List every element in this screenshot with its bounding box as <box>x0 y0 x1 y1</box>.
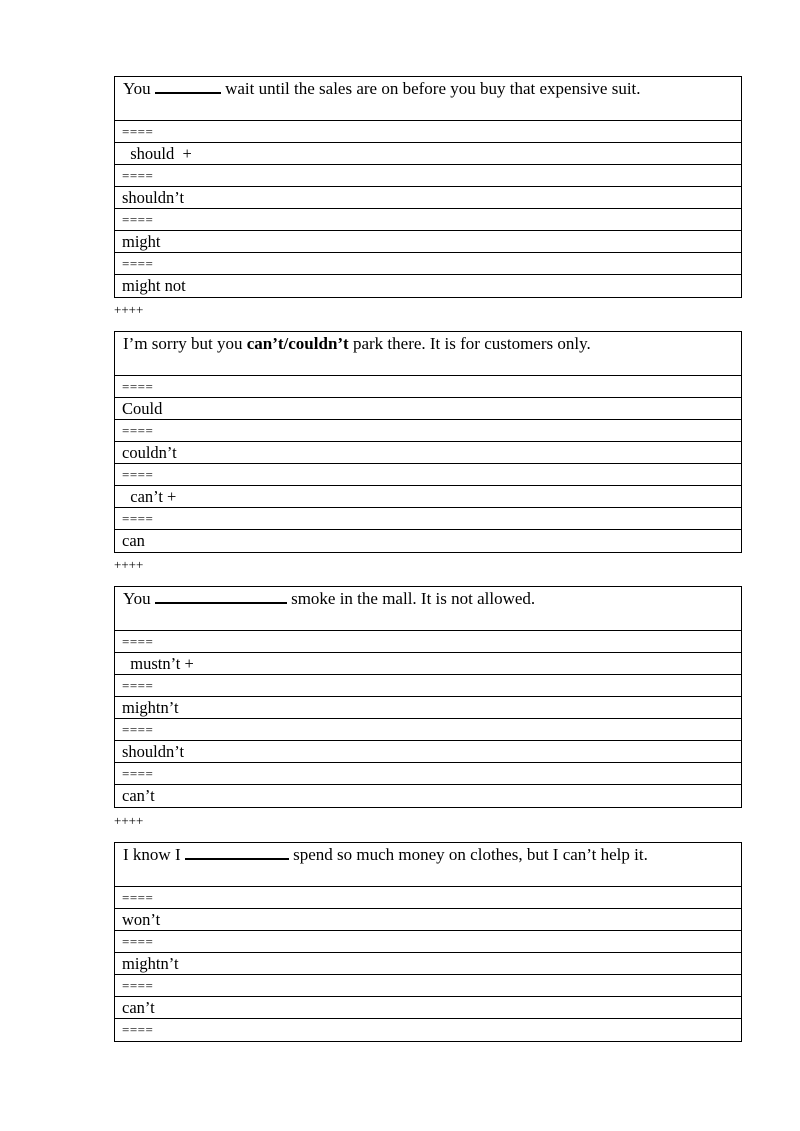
option-3[interactable]: can’t + <box>115 486 741 508</box>
separator: ==== <box>115 931 741 953</box>
separator: ==== <box>115 631 741 653</box>
option-1[interactable]: should + <box>115 143 741 165</box>
question-2 <box>114 331 742 553</box>
separator: ==== <box>115 420 741 442</box>
option-4[interactable]: might not <box>122 276 186 295</box>
separator: ==== <box>115 763 741 785</box>
question-stem: You wait until the sales are on before you buy that expensive suit. <box>115 77 741 121</box>
option-3[interactable]: can’t <box>115 997 741 1019</box>
separator: ==== <box>115 675 741 697</box>
answer-blank <box>155 80 221 94</box>
option-3[interactable]: shouldn’t <box>115 741 741 763</box>
option-3[interactable]: might <box>115 231 741 253</box>
question-separator: ++++ <box>114 557 144 572</box>
separator: ==== <box>115 209 741 231</box>
option-1[interactable]: Could <box>115 398 741 420</box>
separator: ==== <box>115 121 741 143</box>
separator: ==== <box>115 508 741 530</box>
option-1[interactable]: mustn’t + <box>115 653 741 675</box>
answer-blank <box>155 590 287 604</box>
option-2[interactable]: couldn’t <box>115 442 741 464</box>
question-stem: You smoke in the mall. It is not allowed. <box>115 587 741 631</box>
separator: ==== <box>115 975 741 997</box>
question-separator: ++++ <box>114 302 144 317</box>
option-4[interactable]: can’t <box>122 786 155 805</box>
question-3 <box>114 586 742 808</box>
option-2[interactable]: mightn’t <box>115 953 741 975</box>
option-4[interactable]: can <box>122 531 145 550</box>
separator: ==== <box>115 253 741 275</box>
question-stem: I know I spend so much money on clothes, but I can’t help it. <box>115 843 741 887</box>
option-1[interactable]: won’t <box>115 909 741 931</box>
question-1 <box>114 76 742 298</box>
option-2[interactable]: mightn’t <box>115 697 741 719</box>
question-stem: I’m sorry but you can’t/couldn’t park there. It is for customers only. <box>115 332 741 376</box>
question-4 <box>114 842 742 1042</box>
option-2[interactable]: shouldn’t <box>115 187 741 209</box>
separator: ==== <box>115 165 741 187</box>
question-separator: ++++ <box>114 813 144 828</box>
separator: ==== <box>115 887 741 909</box>
separator: ==== <box>115 376 741 398</box>
separator: ==== <box>115 719 741 741</box>
answer-blank <box>185 846 289 860</box>
separator: ==== <box>122 1022 154 1037</box>
separator: ==== <box>115 464 741 486</box>
